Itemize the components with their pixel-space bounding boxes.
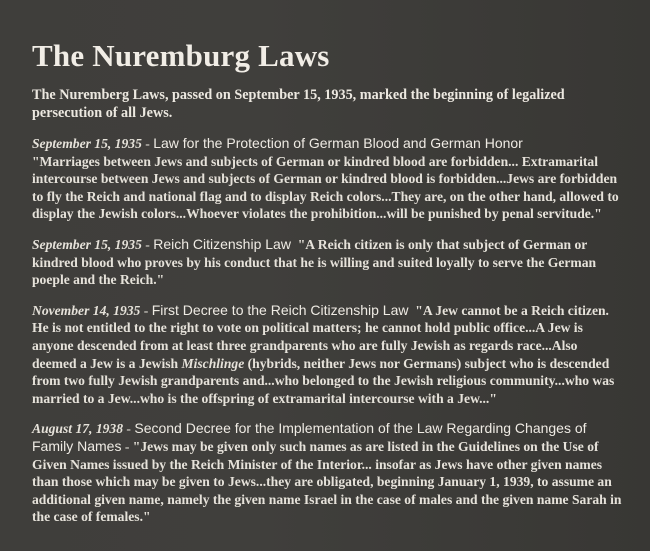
intro-text: The Nuremberg Laws, passed on September 15, 1935, marked the beginning of legalized persecution of all Jews. [32, 87, 565, 121]
law-quote-part: (hybrids, neither Jews nor Germans) subject who is descended from two fully Jewish grandparents and...who belonged to the Jewish religious community...who was married to a Jew...who is the offspring of extramarital intercourse with a Jew..." [32, 355, 615, 406]
law-quote: "Marriages between Jews and subjects of German or kindred blood are forbidden... Extramarital intercourse between Jews and subjects of German or kindred blood is forbidden...Jews are forbidden to fly the Reich and national flag and to display Reich colors...They are, on the other hand, allowed to display the Jewish colors...Whoever violates the prohibition...will be punished by penal servitude." [32, 153, 619, 222]
law-entry-1: September 15, 1935 - Law for the Protection of German Blood and German Honor "Marriages between Jews and subjects of German or kindred blood are forbidden... Extramarital intercourse between Jews and subjects of German or kindred blood is forbidden...Jews are forbidden to fly the Reich and national flag and to display Reich colors...They are, on the other hand, allowed to display the Jewish colors...Whoever violates the prohibition...will be punished by penal servitude." [32, 135, 619, 222]
law-date: September 15, 1935 [32, 136, 142, 151]
law-entry-3: November 14, 1935 - First Decree to the Reich Citizenship Law "A Jew cannot be a Reich citizen. He is not entitled to the right to vote on political matters; he cannot hold public office...A Jew is anyone descended from at least three grandparents who are fully Jewish as regards race...Also deemed a Jew is a Jewish Mischlinge (hybrids, neither Jews nor Germans) subject who is descended from two fully Jewish grandparents and...who belonged to the Jewish religious community...who was married to a Jew...who is the offspring of extramarital intercourse with a Jew..." [32, 301, 615, 406]
law-quote-emphasis: Mischlinge [181, 355, 245, 371]
law-date: November 14, 1935 [32, 302, 141, 318]
law-name: Second Decree for the Implementation of the Law Regarding Changes of Family Names [32, 420, 587, 454]
panel-title: The Nuremburg Laws [32, 38, 330, 73]
law-name: First Decree to the Reich Citizenship Law [151, 301, 409, 318]
law-name: Law for the Protection of German Blood and German Honor [153, 135, 523, 151]
law-entry-4: August 17, 1938 - Second Decree for the Implementation of the Law Regarding Changes of Family Names - "Jews may be given only such names as are listed in the Guidelines on the Use of Given Names issued by the Reich Minister of the Interior... insofar as Jews have other given names than those which may be given to Jews...they are obligated, beginning January 1, 1939, to assume an additional given name, namely the given name Israel in the case of males and the given name Sarah in the case of females." [32, 420, 622, 525]
law-quote-part: "A Jew cannot be a Reich citizen. He is not entitled to the right to vote on political matters; he cannot hold public office...A Jew is anyone descended from at least three grandparents who are fully Jewish as regards race...Also deemed a Jew is a Jewish [32, 302, 609, 371]
law-date: September 15, 1935 [32, 236, 142, 252]
law-entry-2: September 15, 1935 - Reich Citizenship Law "A Reich citizen is only that subject of German or kindred blood who proves by his conduct that he is willing and suited loyally to serve the German poeple and the Reich." [32, 235, 597, 288]
law-name: Reich Citizenship Law [153, 235, 291, 252]
law-quote [32, 303, 614, 406]
law-date: August 17, 1938 [32, 421, 124, 437]
law-quote: "A Reich citizen is only that subject of German or kindred blood who proves by his conduct that he is willing and suited loyally to serve the German poeple and the Reich." [32, 236, 597, 288]
law-quote: "Jews may be given only such names as are listed in the Guidelines on the Use of Given Names issued by the Reich Minister of the Interior... insofar as Jews have other given names than those which may be given to Jews...they are obligated, beginning January 1, 1939, to assume an additional given name, namely the given name Israel in the case of males and the given name Sarah in the case of females." [32, 438, 622, 525]
